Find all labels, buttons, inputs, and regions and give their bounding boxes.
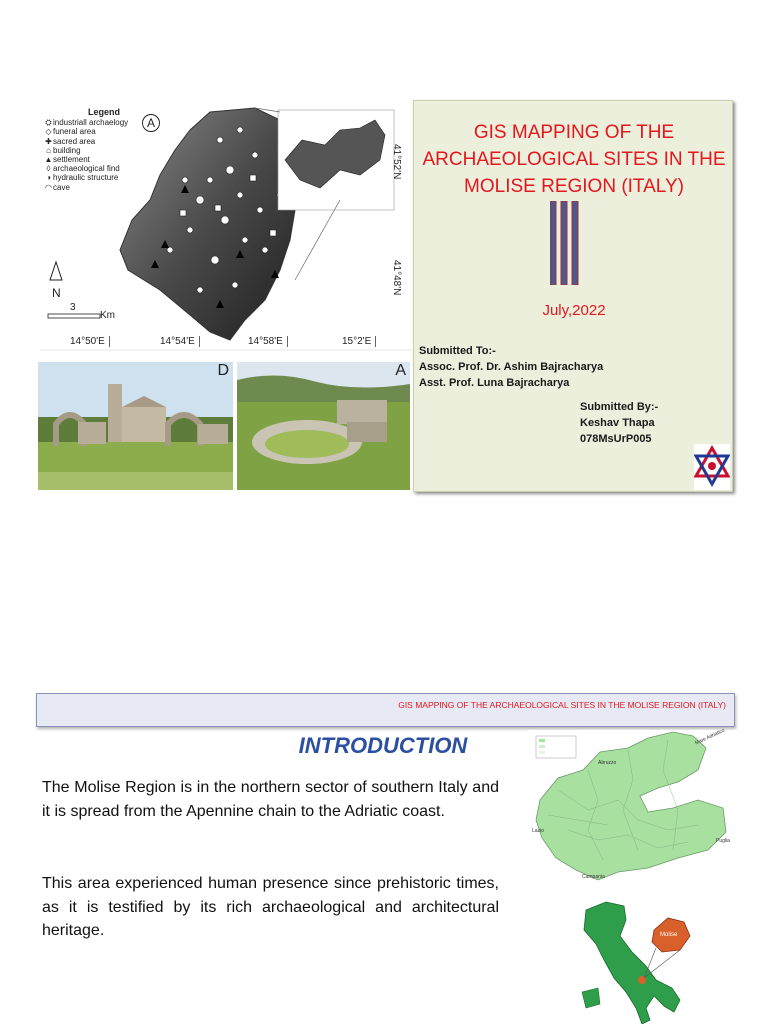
label-molise: Molise bbox=[660, 932, 678, 938]
legend-item-funeral: ◇funeral area bbox=[45, 127, 96, 137]
photo-d-letter: D bbox=[217, 362, 229, 379]
section-heading: INTRODUCTION bbox=[298, 733, 468, 758]
intro-paragraph-1: The Molise Region is in the northern sector of southern Italy and it is spread from the Apennine chain to the Adriatic coast. bbox=[42, 779, 499, 820]
scale-bar bbox=[48, 314, 100, 318]
legend-item-find: ◊ archaeological find bbox=[46, 164, 120, 174]
lon-label-2: 14°54'E bbox=[156, 336, 200, 347]
label-lazio: Lazio bbox=[532, 828, 544, 834]
label-campania: Campania bbox=[582, 874, 605, 880]
intro-paragraph-2: This area experienced human presence since prehistoric times, as it is testified by its rich archaeological and architectural heritage. bbox=[42, 875, 499, 939]
slide-header-title: GIS MAPPING OF THE ARCHAEOLOGICAL SITES IN THE MOLISE REGION (ITALY) bbox=[398, 700, 726, 710]
student-name: Keshav Thapa bbox=[580, 417, 655, 429]
label-puglia: Puglia bbox=[716, 838, 730, 844]
lon-label-3: 14°58'E bbox=[244, 336, 288, 347]
submitted-by-block bbox=[580, 399, 658, 447]
legend-item-industrial: ⛭industriall archaelogy bbox=[45, 118, 129, 128]
legend-title: Legend bbox=[87, 107, 120, 117]
label-abruzzo: Abruzzo bbox=[598, 760, 617, 766]
submitted-to-block bbox=[419, 343, 603, 391]
scale-unit: Km bbox=[100, 310, 115, 321]
legend-item-sacred: ✚sacred area bbox=[45, 136, 96, 146]
university-emblem-icon bbox=[694, 444, 730, 490]
legend-item-settlement: ▲settlement bbox=[44, 155, 90, 165]
lat-label-2: 41°48'N bbox=[391, 260, 402, 296]
submitted-by-label: Submitted By:- bbox=[580, 401, 659, 413]
decorative-bars-icon bbox=[550, 201, 580, 285]
legend-item-hydraulic: ◑ hydraulic structure bbox=[46, 173, 119, 183]
lon-label-1: 14°50'E bbox=[66, 336, 110, 347]
presentation-title: GIS MAPPING OF THE ARCHAEOLOGICAL SITES IN THE MOLISE REGION (ITALY) bbox=[422, 122, 726, 197]
student-id: 078MsUrP005 bbox=[580, 433, 652, 445]
photo-a-letter: A bbox=[395, 362, 406, 379]
photo-amphitheatre bbox=[237, 362, 410, 490]
map-panel-letter: A bbox=[142, 114, 160, 132]
scale-value: 3 bbox=[70, 302, 76, 313]
lat-label-1: 41°52'N bbox=[391, 144, 402, 180]
north-arrow-icon bbox=[50, 262, 62, 280]
north-label: N bbox=[52, 286, 61, 300]
supervisor-1: Assoc. Prof. Dr. Ashim Bajracharya bbox=[419, 361, 604, 373]
photo-church-ruins bbox=[38, 362, 233, 490]
legend-item-building: ⌂ building bbox=[46, 145, 81, 155]
italy-location-map bbox=[576, 896, 696, 1024]
supervisor-2: Asst. Prof. Luna Bajracharya bbox=[419, 377, 570, 389]
title-panel bbox=[413, 100, 733, 492]
legend-item-cave: ◠cave bbox=[45, 182, 70, 192]
lon-label-4: 15°2'E bbox=[338, 336, 376, 347]
molise-municipalities-map bbox=[528, 727, 738, 890]
label-sea: Mare Adriatico bbox=[694, 727, 726, 747]
submitted-to-label: Submitted To:- bbox=[419, 345, 496, 357]
slide-header-bar bbox=[36, 693, 735, 727]
site-map-figure bbox=[40, 100, 412, 356]
presentation-date: July,2022 bbox=[542, 302, 606, 319]
